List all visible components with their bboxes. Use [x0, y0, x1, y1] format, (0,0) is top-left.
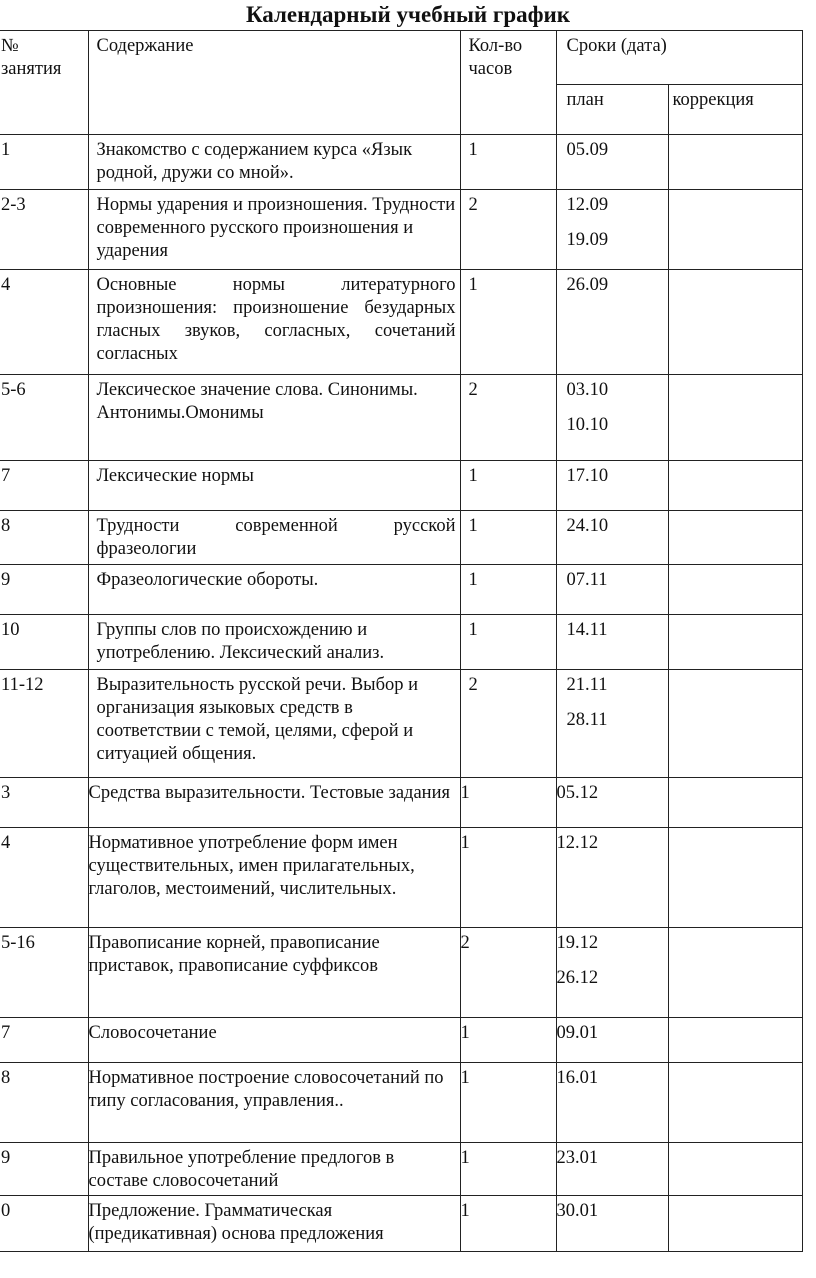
table-row [0, 375, 802, 461]
table-row [0, 670, 802, 778]
planned-date: 17.10 [566, 466, 609, 486]
lesson-number: 8 [0, 1063, 88, 1143]
lesson-topic: Лексические нормы [88, 461, 460, 511]
planned-dates [556, 135, 668, 190]
lesson-topic: Нормативное употребление форм имен существительных, имен прилагательных, глаголов, местоимений, числительных. [88, 828, 460, 928]
table-row [0, 270, 802, 375]
correction-cell [668, 270, 802, 375]
planned-date: 21.11 [566, 675, 608, 695]
lesson-hours: 1 [460, 1018, 556, 1063]
lesson-topic: Словосочетание [88, 1018, 460, 1063]
lesson-number: 4 [0, 828, 88, 928]
lesson-number: 7 [0, 461, 88, 511]
header-hours: Кол-во часов [460, 31, 556, 135]
lesson-topic: Группы слов по происхождению и употреблению. Лексический анализ. [88, 615, 460, 670]
lesson-number: 1 [0, 135, 88, 190]
lesson-hours: 2 [460, 670, 556, 778]
planned-date: 28.11 [566, 710, 608, 730]
schedule-table [0, 30, 803, 1252]
planned-dates [556, 615, 668, 670]
planned-date: 26.09 [566, 275, 609, 295]
table-row [0, 1143, 802, 1196]
correction-cell [668, 828, 802, 928]
lesson-topic: Предложение. Грамматическая (предикативная) основа предложения [88, 1196, 460, 1252]
header-plan: план [556, 85, 668, 135]
planned-dates [556, 375, 668, 461]
planned-date: 19.12 [556, 933, 599, 953]
table-row [0, 190, 802, 270]
lesson-topic: Правильное употребление предлогов в составе словосочетаний [88, 1143, 460, 1196]
planned-dates [556, 511, 668, 565]
document-title: Календарный учебный график [245, 2, 571, 27]
planned-date: 12.09 [566, 195, 609, 215]
correction-cell [668, 928, 802, 1018]
lesson-hours: 1 [460, 461, 556, 511]
planned-dates [556, 1143, 668, 1196]
correction-cell [668, 1196, 802, 1252]
header-content: Содержание [88, 31, 460, 135]
lesson-hours: 1 [460, 1196, 556, 1252]
table-row [0, 1018, 802, 1063]
planned-dates [556, 1063, 668, 1143]
lesson-topic: Трудности современной русской фразеологии [88, 511, 460, 565]
correction-cell [668, 670, 802, 778]
lesson-topic: Фразеологические обороты. [88, 565, 460, 615]
planned-dates [556, 461, 668, 511]
planned-date: 12.12 [556, 833, 599, 853]
lesson-number: 11-12 [0, 670, 88, 778]
planned-dates [556, 1018, 668, 1063]
planned-dates [556, 565, 668, 615]
lesson-number: 2-3 [0, 190, 88, 270]
lesson-hours: 1 [460, 1143, 556, 1196]
planned-dates [556, 928, 668, 1018]
correction-cell [668, 190, 802, 270]
lesson-number: 10 [0, 615, 88, 670]
lesson-topic: Средства выразительности. Тестовые задания [88, 778, 460, 828]
correction-cell [668, 375, 802, 461]
correction-cell [668, 461, 802, 511]
planned-date: 03.10 [566, 380, 609, 400]
lesson-hours: 1 [460, 778, 556, 828]
table-row [0, 1063, 802, 1143]
lesson-topic: Знакомство с содержанием курса «Язык родной, дружи со мной». [88, 135, 460, 190]
correction-cell [668, 1018, 802, 1063]
planned-date: 09.01 [556, 1023, 599, 1043]
lesson-hours: 1 [460, 615, 556, 670]
lesson-topic: Выразительность русской речи. Выбор и организация языковых средств в соответствии с темой, целями, сферой и ситуацией общения. [88, 670, 460, 778]
lesson-topic: Правописание корней, правописание приставок, правописание суффиксов [88, 928, 460, 1018]
lesson-number: 8 [0, 511, 88, 565]
header-dates: Сроки (дата) [556, 31, 802, 85]
planned-dates [556, 190, 668, 270]
planned-date: 23.01 [556, 1148, 599, 1168]
lesson-number: 5-6 [0, 375, 88, 461]
lesson-topic: Основные нормы литературного произношения: произношение безударных гласных звуков, согласных, сочетаний согласных [88, 270, 460, 375]
header-correction: коррекция [668, 85, 802, 135]
table-row [0, 778, 802, 828]
lesson-number: 5-16 [0, 928, 88, 1018]
correction-cell [668, 1063, 802, 1143]
lesson-number: 9 [0, 1143, 88, 1196]
planned-dates [556, 670, 668, 778]
table-row [0, 135, 802, 190]
lesson-hours: 1 [460, 565, 556, 615]
table-row [0, 615, 802, 670]
lesson-number: 4 [0, 270, 88, 375]
header-row [0, 31, 802, 85]
table-row [0, 1196, 802, 1252]
lesson-hours: 1 [460, 828, 556, 928]
lesson-hours: 2 [460, 928, 556, 1018]
table-row [0, 511, 802, 565]
planned-dates [556, 1196, 668, 1252]
correction-cell [668, 565, 802, 615]
lesson-number: 3 [0, 778, 88, 828]
lesson-topic: Нормативное построение словосочетаний по типу согласования, управления.. [88, 1063, 460, 1143]
planned-dates [556, 828, 668, 928]
lesson-topic: Нормы ударения и произношения. Трудности современного русского произношения и ударения [88, 190, 460, 270]
table-row [0, 828, 802, 928]
planned-date: 05.12 [556, 783, 599, 803]
planned-date: 19.09 [566, 230, 609, 250]
planned-dates [556, 270, 668, 375]
planned-date: 24.10 [566, 516, 609, 536]
planned-dates [556, 778, 668, 828]
lesson-number: 0 [0, 1196, 88, 1252]
table-row [0, 461, 802, 511]
correction-cell [668, 135, 802, 190]
lesson-hours: 2 [460, 190, 556, 270]
lesson-hours: 1 [460, 511, 556, 565]
planned-date: 16.01 [556, 1068, 599, 1088]
lesson-number: 9 [0, 565, 88, 615]
lesson-hours: 1 [460, 270, 556, 375]
correction-cell [668, 511, 802, 565]
planned-date: 30.01 [556, 1201, 599, 1221]
table-row [0, 928, 802, 1018]
header-lesson-number: № занятия [0, 31, 88, 135]
lesson-number: 7 [0, 1018, 88, 1063]
planned-date: 26.12 [556, 968, 599, 988]
lesson-topic: Лексическое значение слова. Синонимы. Антонимы.Омонимы [88, 375, 460, 461]
planned-date: 10.10 [566, 415, 609, 435]
table-row [0, 565, 802, 615]
lesson-hours: 1 [460, 135, 556, 190]
correction-cell [668, 1143, 802, 1196]
lesson-hours: 1 [460, 1063, 556, 1143]
planned-date: 14.11 [566, 620, 608, 640]
correction-cell [668, 615, 802, 670]
correction-cell [668, 778, 802, 828]
planned-date: 07.11 [566, 570, 608, 590]
planned-date: 05.09 [566, 140, 609, 160]
lesson-hours: 2 [460, 375, 556, 461]
